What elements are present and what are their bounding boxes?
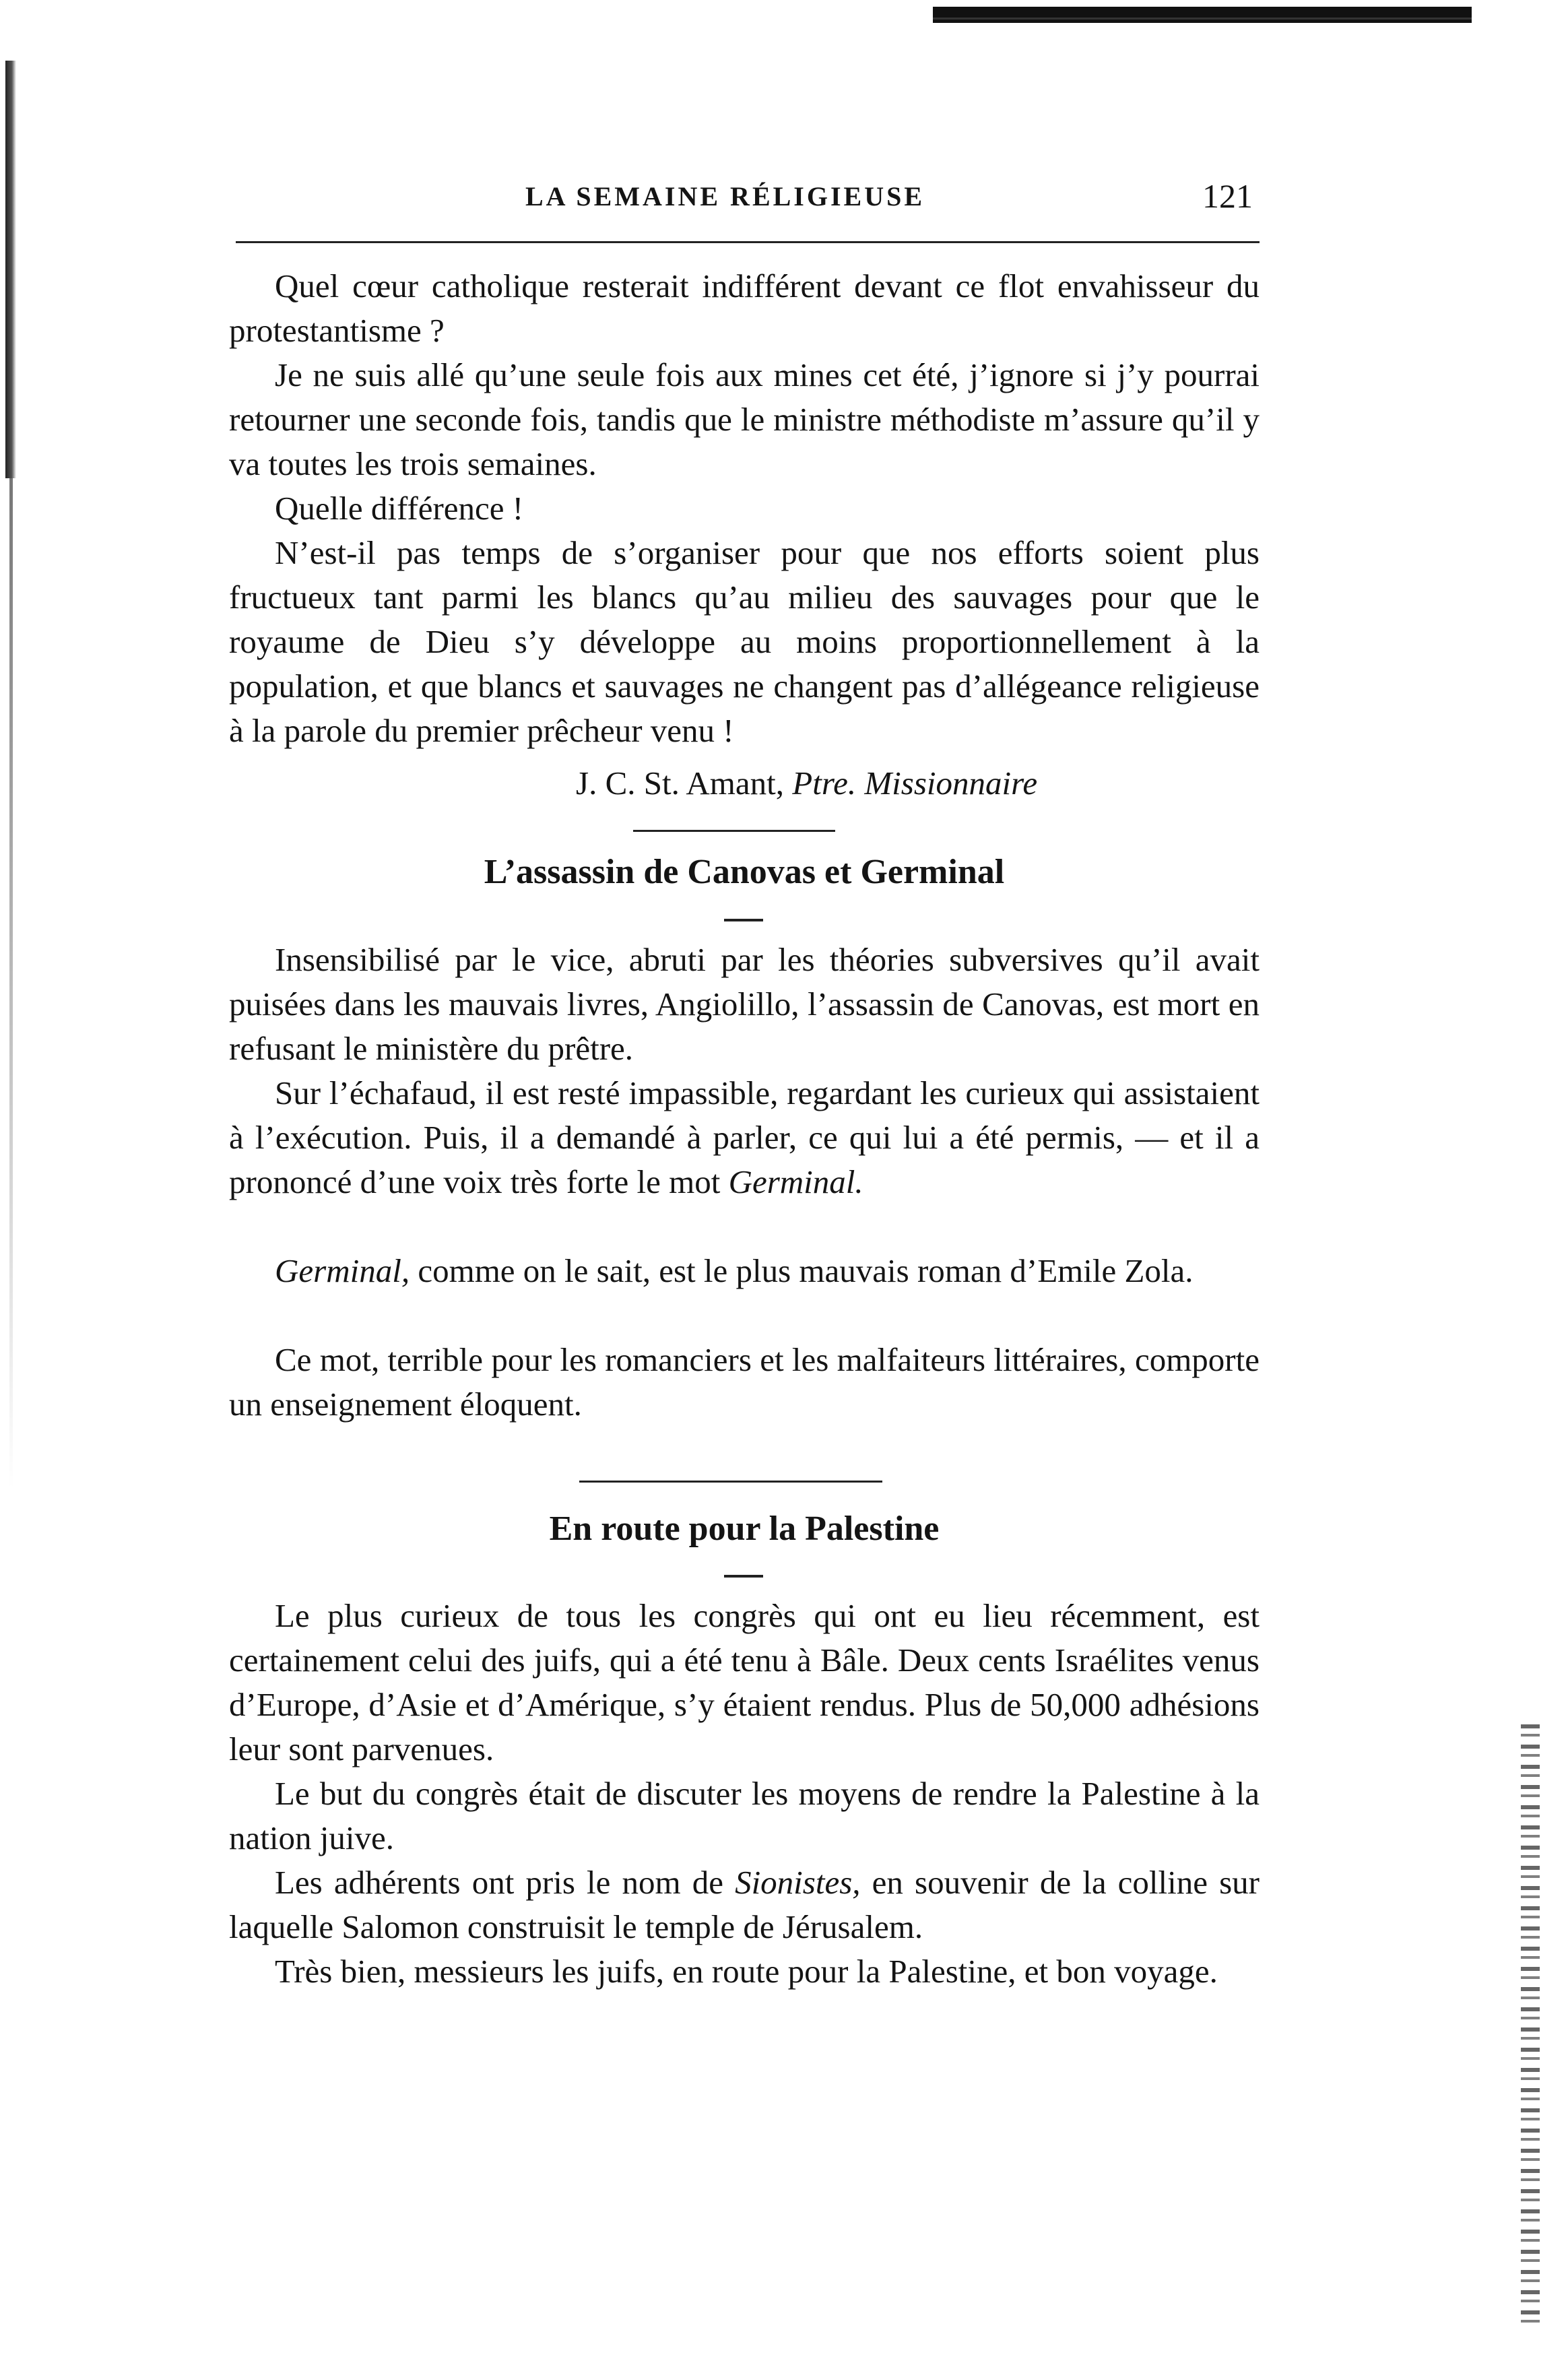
running-head [229,177,1260,215]
signature-name: J. C. St. Amant, [576,765,785,802]
article3-paragraph-4: Très bien, messieurs les juifs, en route pour la Palestine, et bon voyage. [275,1953,1218,1990]
article1-paragraph-2: Je ne suis allé qu’une seule fois aux mines cet été, j’ignore si j’y pourrai retourner une seconde fois, tandis que le ministre méthodiste m’assure qu’il y va toutes les trois semaines. [229,356,1260,482]
germinal-word: Germinal. [728,1163,863,1200]
article3-paragraph-3-after: en souvenir de la colline sur laquelle Salomon construisit le temple de Jérusalem. [229,1864,1260,1945]
sionistes-word: Sionistes, [735,1864,861,1901]
header-rule [236,241,1260,243]
article3-paragraph-3-before: Les adhérents ont pris le nom de [275,1864,736,1901]
section-rule-1 [633,830,835,832]
article1-signature [576,761,1037,806]
article2-title: L’assassin de Canovas et Germinal [484,853,1005,891]
article3-title: En route pour la Palestine [549,1510,940,1548]
article3-paragraph-2: Le but du congrès était de discuter les moyens de rendre la Palestine à la nation juive. [229,1775,1260,1856]
article2-paragraph-3-text: comme on le sait, est le plus mauvais roman d’Emile Zola. [410,1252,1194,1289]
signature-role: Ptre. Missionnaire [792,765,1038,802]
scan-left-edge [5,61,16,478]
article2-paragraph-3 [229,1249,1260,1293]
article3-title-dash [724,1575,763,1578]
article2-paragraph-1: Insensibilisé par le vice, abruti par les théories subversives qu’il avait puisées dans les mauvais livres, Angiolillo, l’assassin de Canovas, est mort en refusant le ministère du prêtre. [229,941,1260,1067]
article3-paragraph-3 [229,1860,1260,1949]
article1-paragraph-3: Quelle différence ! [275,490,524,527]
scan-top-thin-line [933,18,1472,20]
article1-paragraph-1: Quel cœur catholique resterait indifférent devant ce flot envahisseur du protestantisme ? [229,267,1260,349]
scan-right-edge [1521,1724,1540,2331]
running-head-title: LA SEMAINE RÉLIGIEUSE [525,181,925,212]
section-rule-2 [579,1481,882,1483]
article2-title-dash [724,919,763,921]
scan-left-edge-fade [9,478,13,1489]
article2-paragraph-2-text: Sur l’échafaud, il est resté impassible, regardant les curieux qui assistaient à l’exécution. Puis, il a demandé à parler, ce qui lui a été permis, — et il a prononcé d’une voix très forte le mot [229,1074,1260,1200]
germinal-title: Germinal, [275,1252,410,1289]
article2-paragraph-4: Ce mot, terrible pour les romanciers et les malfaiteurs littéraires, comporte un enseignement éloquent. [229,1341,1260,1423]
page-number: 121 [1202,177,1253,215]
article3-paragraph-1: Le plus curieux de tous les congrès qui ont eu lieu récemment, est certainement celui des juifs, qui a été tenu à Bâle. Deux cents Israélites venus d’Europe, d’Asie et d’Amérique, s’y étaient rendus. Plus de 50,000 adhésions leur sont parvenues. [229,1597,1260,1767]
scan-top-bar [933,7,1472,23]
article1-paragraph-4: N’est-il pas temps de s’organiser pour que nos efforts soient plus fructueux tant parmi les blancs qu’au milieu des sauvages pour que le royaume de Dieu s’y développe au moins proportionnellement à la population, et que blancs et sauvages ne changent pas d’allégeance religieuse à la parole du premier prêcheur venu ! [229,534,1260,749]
article2-paragraph-2 [229,1071,1260,1204]
